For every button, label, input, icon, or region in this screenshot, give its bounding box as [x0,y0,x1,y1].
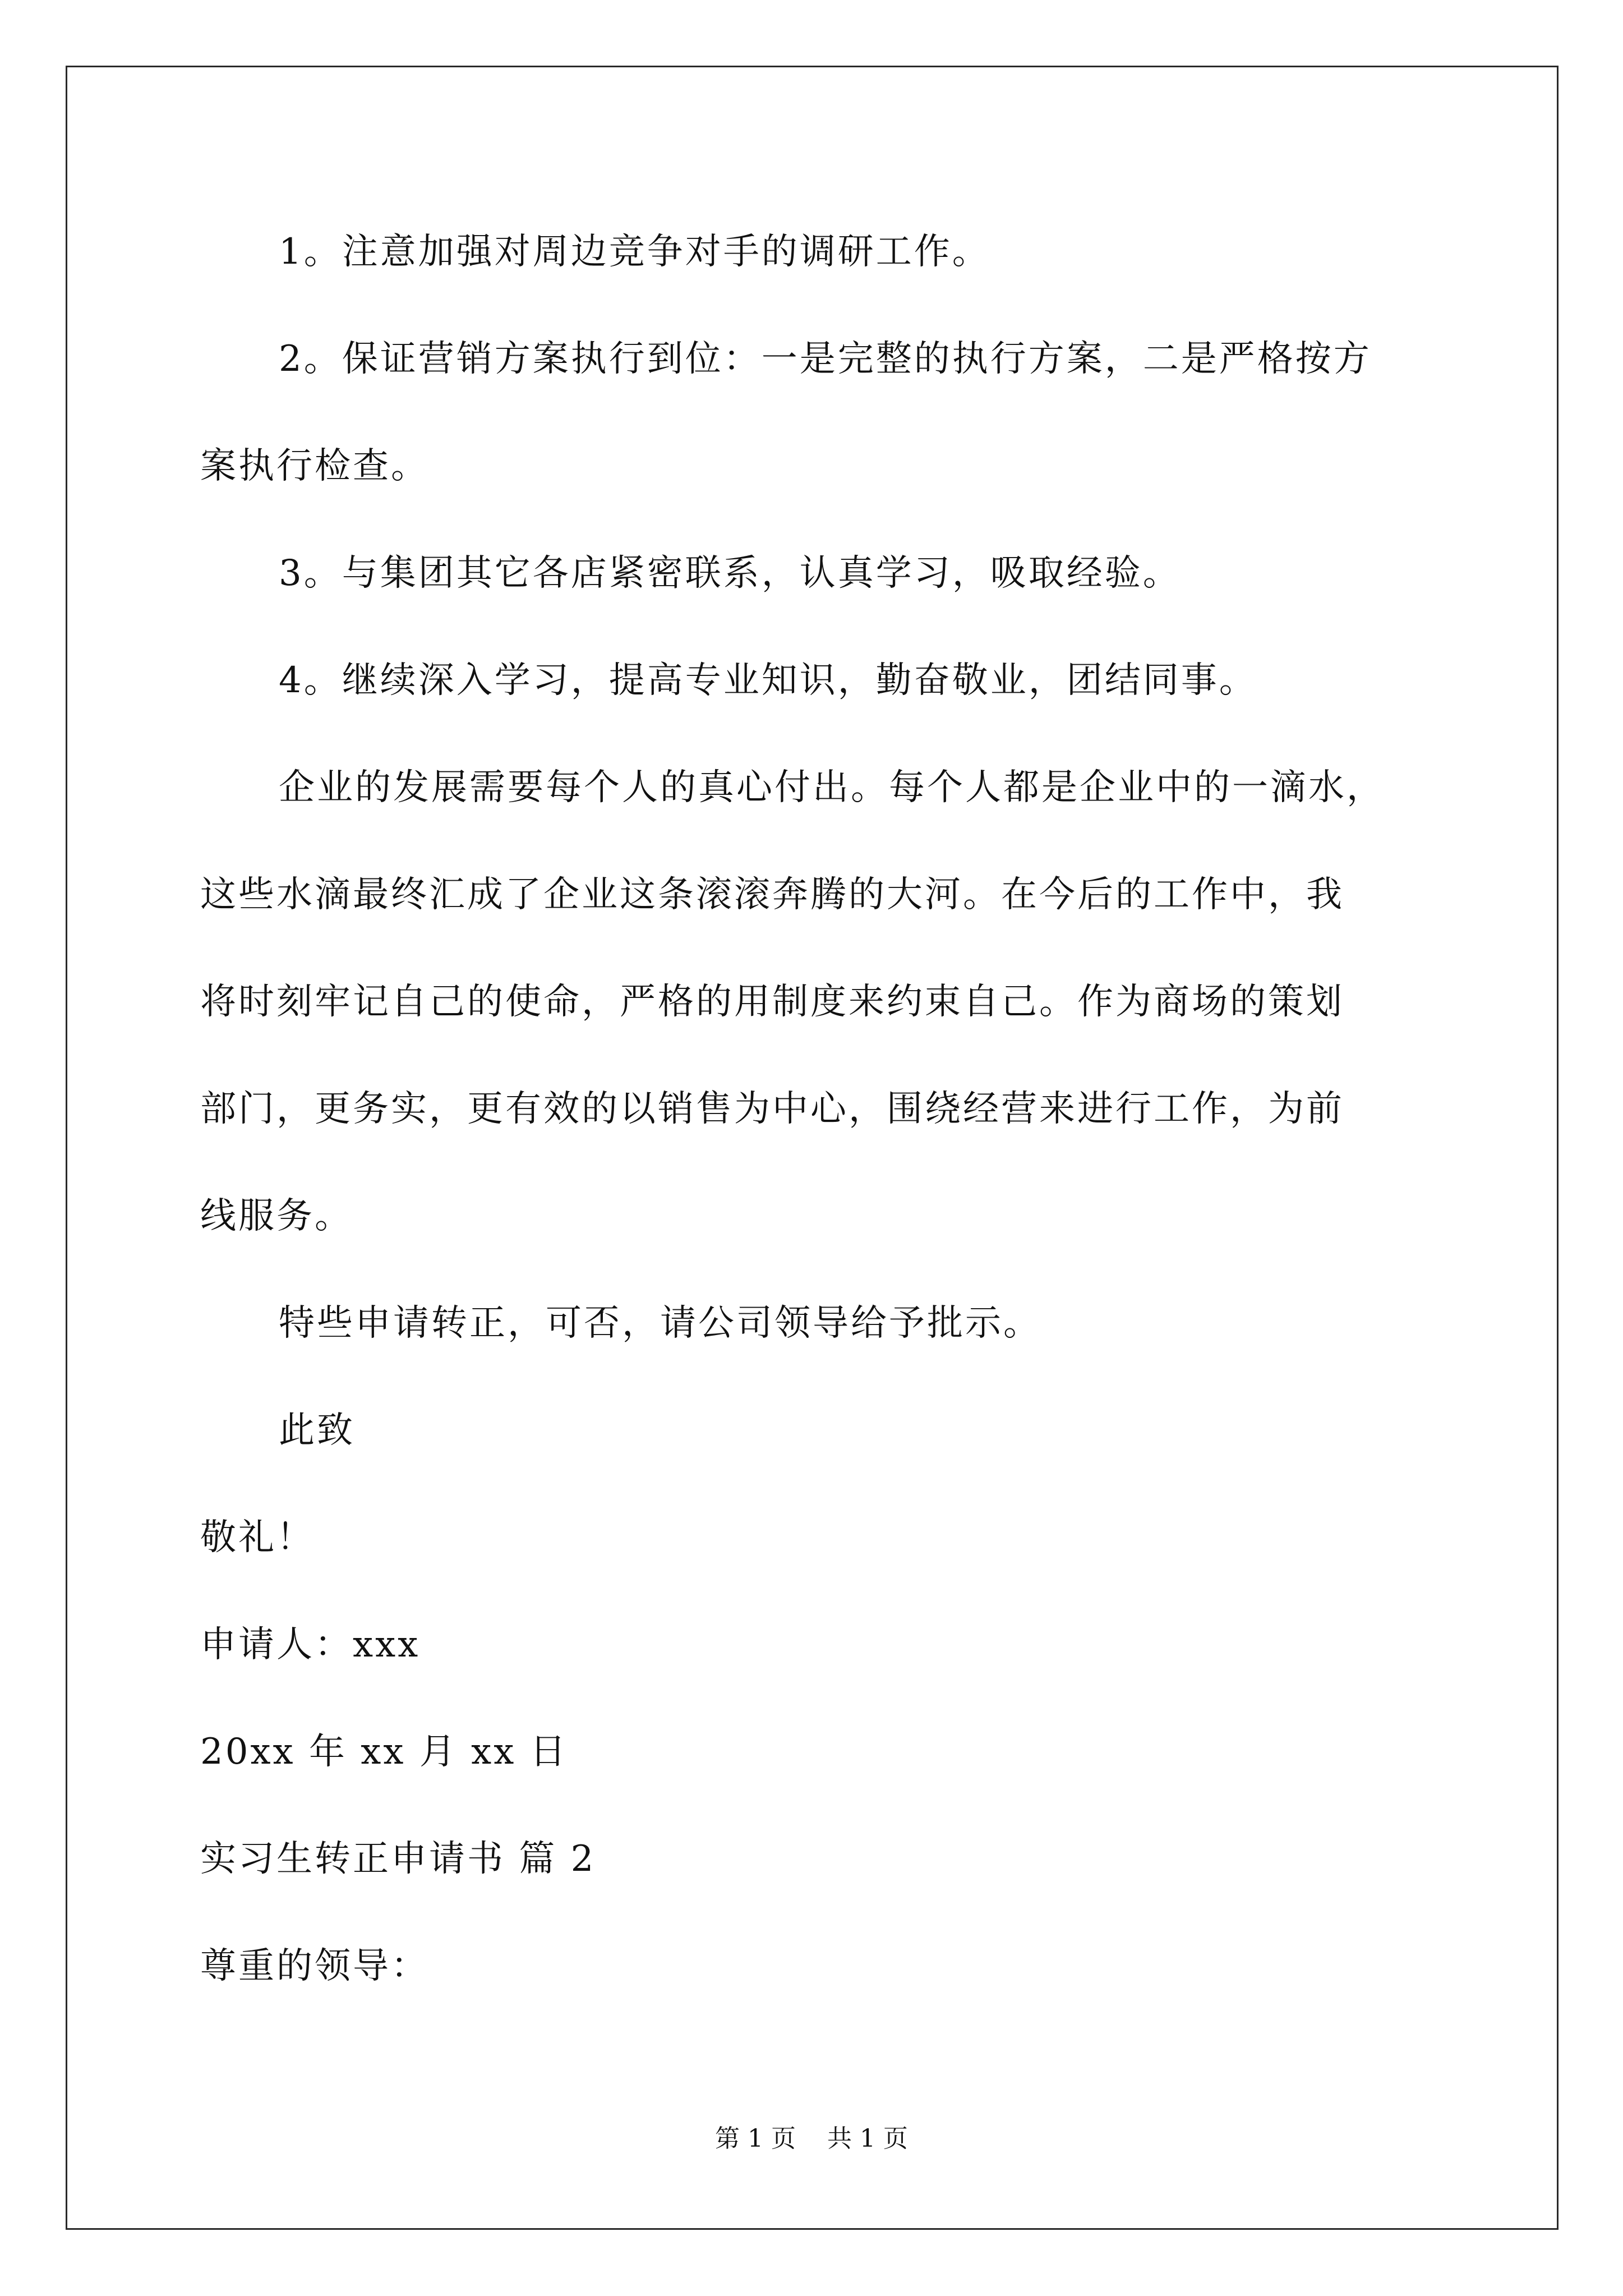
paragraph-main-line-5: 线服务。 [200,1195,353,1237]
section-heading: 实习生转正申请书 篇 2 [200,1838,596,1880]
closing-regards: 敬礼！ [200,1517,315,1558]
paragraph-item-2-line-2: 案执行检查。 [200,445,429,487]
page-border [66,66,1559,2230]
closing-salutation: 此致 [279,1410,355,1451]
request-line: 特些申请转正，可否，请公司领导给予批示。 [279,1303,1041,1344]
greeting-line: 尊重的领导： [200,1945,429,1987]
paragraph-main-line-3: 将时刻牢记自己的使命，严格的用制度来约束自己。作为商场的策划 [200,981,1344,1023]
paragraph-item-1: 1。注意加强对周边竞争对手的调研工作。 [279,231,990,273]
paragraph-main-line-1: 企业的发展需要每个人的真心付出。每个人都是企业中的一滴水， [279,767,1385,808]
page-footer: 第 1 页 共 1 页 [715,2124,908,2153]
paragraph-main-line-2: 这些水滴最终汇成了企业这条滚滚奔腾的大河。在今后的工作中，我 [200,874,1344,915]
applicant-line: 申请人：xxx [200,1624,421,1665]
paragraph-item-3: 3。与集团其它各店紧密联系，认真学习，吸取经验。 [279,553,1181,594]
paragraph-main-line-4: 部门，更务实，更有效的以销售为中心，围绕经营来进行工作，为前 [200,1088,1344,1130]
date-line: 20xx 年 xx 月 xx 日 [200,1731,568,1773]
paragraph-item-4: 4。继续深入学习，提高专业知识，勤奋敬业，团结同事。 [279,660,1257,701]
paragraph-item-2-line-1: 2。保证营销方案执行到位：一是完整的执行方案，二是严格按方 [279,338,1372,380]
